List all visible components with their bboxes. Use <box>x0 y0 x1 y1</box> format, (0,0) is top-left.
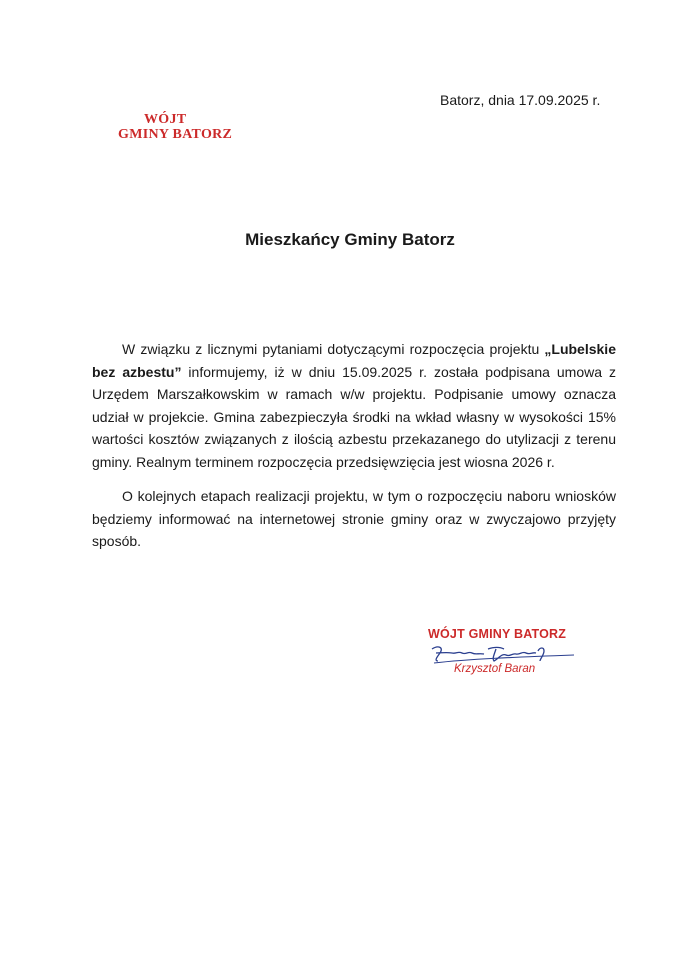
paragraph-2: O kolejnych etapach realizacji projektu, w tym o rozpoczęciu naboru wniosków będziemy informować na internetowej stronie gminy oraz w zwyczajowo przyjęty sposób. <box>92 488 616 549</box>
header-stamp-line2: GMINY BATORZ <box>118 127 233 142</box>
letter-body <box>92 338 616 565</box>
date-line: Batorz, dnia 17.09.2025 r. <box>440 92 601 108</box>
header-stamp-line1: WÓJT <box>144 112 187 127</box>
handwritten-signature <box>428 641 578 665</box>
letter-greeting: Mieszkańcy Gminy Batorz <box>245 230 455 249</box>
paragraph-1-rest: informujemy, iż w dniu 15.09.2025 r. została podpisana umowa z Urzędem Marszałkowskim w ramach w/w projektu. Podpisanie umowy oznacza udział w projekcie. Gmina zabezpieczyła środki na wkład własny w wysokości 15% wartości kosztów związanych z ilością azbestu przekazanego do utylizacji z terenu gminy. Realnym terminem rozpoczęcia przedsięwzięcia jest wiosna 2026 r. <box>92 363 616 470</box>
signatory-name: Krzysztof Baran <box>454 663 536 675</box>
paragraph-1-intro: W związku z licznymi pytaniami dotyczącymi rozpoczęcia projektu <box>122 341 545 357</box>
signature-stamp-title: WÓJT GMINY BATORZ <box>428 627 567 641</box>
signature-block <box>428 627 578 675</box>
project-name: „Lubelskie bez azbestu” <box>92 341 616 380</box>
header-stamp <box>118 112 232 142</box>
paragraph-1 <box>92 338 616 473</box>
